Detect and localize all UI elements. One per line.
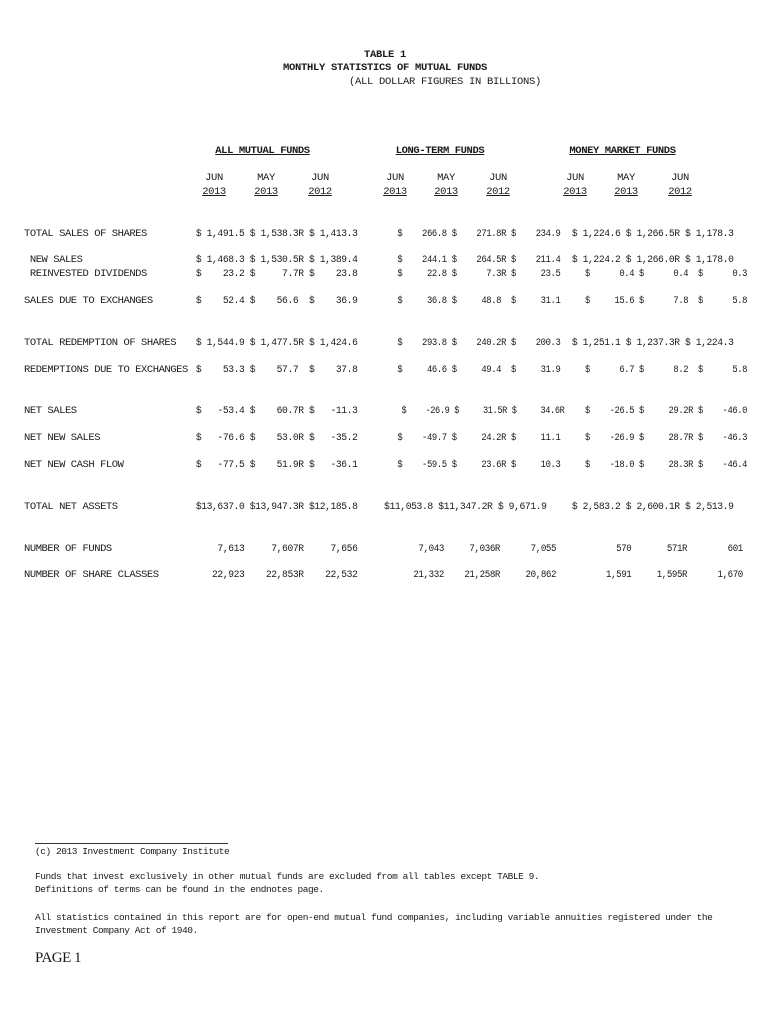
row-label: TOTAL NET ASSETS — [24, 501, 118, 513]
row-label: SALES DUE TO EXCHANGES — [24, 295, 153, 307]
row-label: TOTAL SALES OF SHARES — [24, 228, 147, 240]
table-cell: $ -18.0 $ 28.3R $ -46.4 — [585, 459, 748, 471]
column-header: JUN 2013 — [563, 172, 587, 198]
copyright-note: (c) 2013 Investment Company Institute — [35, 846, 230, 857]
table-cell: $ 1,224.6 $ 1,266.5R $ 1,178.3 — [571, 228, 734, 240]
column-header: MAY 2013 — [434, 172, 458, 198]
column-header: JUN 2012 — [308, 172, 332, 198]
group-heading-long-term: LONG-TERM FUNDS — [395, 145, 485, 157]
table-cell: $ 1,544.9 $ 1,477.5R $ 1,424.6 — [195, 337, 358, 349]
table-cell: $ -26.9 $ 28.7R $ -46.3 — [585, 432, 748, 444]
column-header: MAY 2013 — [254, 172, 278, 198]
table-cell: $ -26.9 $ 31.5R $ 34.6R — [401, 405, 565, 417]
table-cell: $ -77.5 $ 51.9R $ -36.1 — [195, 459, 358, 471]
table-cell: 7,613 7,607R 7,656 — [195, 543, 358, 555]
column-header: MAY 2013 — [614, 172, 638, 198]
table-title: MONTHLY STATISTICS OF MUTUAL FUNDS — [282, 62, 488, 74]
table-cell: 1,591 1,595R 1,670 — [580, 569, 743, 581]
column-header: JUN 2012 — [668, 172, 692, 198]
row-label: TOTAL REDEMPTION OF SHARES — [24, 337, 177, 349]
table-cell: $ 0.4 $ 0.4 $ 0.3 — [585, 268, 748, 280]
table-cell: 22,923 22,853R 22,532 — [195, 569, 358, 581]
table-cell: $13,637.0 $13,947.3R $12,185.8 — [195, 501, 358, 513]
row-label: NUMBER OF SHARE CLASSES — [24, 569, 159, 581]
page-number: PAGE 1 — [35, 950, 82, 966]
footnote-definitions: Definitions of terms can be found in the endnotes page. — [35, 884, 324, 895]
table-cell: $ 244.1 $ 264.5R $ 211.4 — [397, 254, 561, 266]
table-cell: $ 53.3 $ 57.7 $ 37.8 — [195, 364, 358, 376]
table-cell: $ 46.6 $ 49.4 $ 31.9 — [397, 364, 561, 376]
table-cell: $ 15.6 $ 7.8 $ 5.8 — [585, 295, 748, 307]
table-cell: $ 1,224.2 $ 1,266.0R $ 1,178.0 — [571, 254, 734, 266]
table-cell: $ 6.7 $ 8.2 $ 5.8 — [585, 364, 748, 376]
table-cell: $ -59.5 $ 23.6R $ 10.3 — [397, 459, 561, 471]
column-header: JUN 2013 — [383, 172, 407, 198]
group-heading-all-funds: ALL MUTUAL FUNDS — [215, 145, 310, 157]
table-cell: 570 571R 601 — [580, 543, 743, 555]
footnote-statistics-scope-cont: Investment Company Act of 1940. — [35, 925, 198, 936]
footnote-statistics-scope: All statistics contained in this report are for open-end mutual fund companies, including variable annuities registered under the — [35, 912, 713, 923]
table-cell: $ -53.4 $ 60.7R $ -11.3 — [195, 405, 358, 417]
table-cell: $ 1,491.5 $ 1,538.3R $ 1,413.3 — [195, 228, 358, 240]
table-cell: $ 52.4 $ 56.6 $ 36.9 — [195, 295, 358, 307]
row-label: REDEMPTIONS DUE TO EXCHANGES — [24, 364, 188, 376]
column-header: JUN 2012 — [486, 172, 510, 198]
row-label: NEW SALES — [24, 254, 83, 266]
table-cell: $ -49.7 $ 24.2R $ 11.1 — [397, 432, 561, 444]
table-cell: $ 266.8 $ 271.8R $ 234.9 — [397, 228, 561, 240]
table-cell: $ 1,251.1 $ 1,237.3R $ 1,224.3 — [571, 337, 734, 349]
row-label: NUMBER OF FUNDS — [24, 543, 112, 555]
table-cell: $ 1,468.3 $ 1,530.5R $ 1,389.4 — [195, 254, 358, 266]
table-cell: $ 36.8 $ 48.8 $ 31.1 — [397, 295, 561, 307]
table-cell: $11,053.8 $11,347.2R $ 9,671.9 — [384, 501, 547, 513]
row-label: NET NEW SALES — [24, 432, 101, 444]
table-cell: $ 2,583.2 $ 2,600.1R $ 2,513.9 — [571, 501, 734, 513]
table-cell: $ -76.6 $ 53.0R $ -35.2 — [195, 432, 358, 444]
group-heading-money-market: MONEY MARKET FUNDS — [569, 145, 676, 157]
table-cell: $ 22.8 $ 7.3R $ 23.5 — [397, 268, 561, 280]
footnote-divider — [35, 843, 228, 844]
table-cell: $ -26.5 $ 29.2R $ -46.0 — [585, 405, 748, 417]
table-cell: 21,332 21,258R 20,862 — [392, 569, 557, 581]
table-label: TABLE 1 — [363, 49, 406, 61]
table-subtitle: (ALL DOLLAR FIGURES IN BILLIONS) — [348, 76, 542, 88]
column-header: JUN 2013 — [202, 172, 226, 198]
table-cell: $ 293.8 $ 240.2R $ 200.3 — [397, 337, 561, 349]
row-label: REINVESTED DIVIDENDS — [24, 268, 147, 280]
table-cell: 7,043 7,036R 7,055 — [392, 543, 557, 555]
row-label: NET NEW CASH FLOW — [24, 459, 124, 471]
footnote-funds-excluded: Funds that invest exclusively in other mutual funds are excluded from all tables except TABLE 9. — [35, 871, 540, 882]
table-cell: $ 23.2 $ 7.7R $ 23.8 — [195, 268, 358, 280]
row-label: NET SALES — [24, 405, 77, 417]
